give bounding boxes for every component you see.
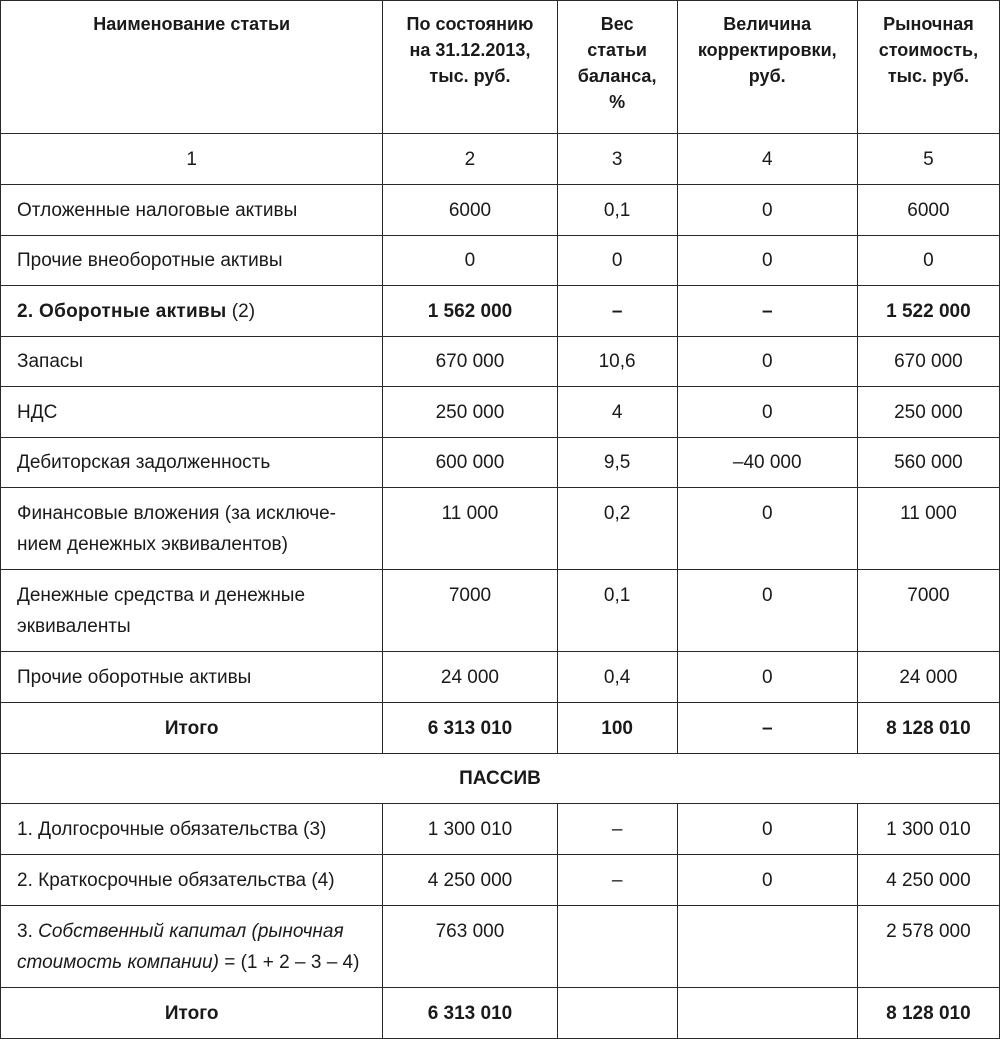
col-number: 4 <box>677 134 857 185</box>
cell-adjustment: 0 <box>677 855 857 906</box>
cell-value: 0 <box>383 236 557 286</box>
cell-weight: 0 <box>557 236 677 286</box>
cell-market: 250 000 <box>857 387 999 438</box>
cell-market: 7000 <box>857 570 999 652</box>
cell-value: 6 313 010 <box>383 703 557 754</box>
cell-adjustment: 0 <box>677 236 857 286</box>
table-row <box>1 236 1000 286</box>
cell-market: 2 578 000 <box>857 906 999 988</box>
total-label: Итого <box>1 988 383 1039</box>
cell-value: 600 000 <box>383 438 557 488</box>
cell-value: 250 000 <box>383 387 557 438</box>
row-label: Финансовые вложения (за исключе- нием денежных эквивалентов) <box>1 488 383 570</box>
row-label: Отложенные налоговые активы <box>1 185 383 236</box>
cell-adjustment: 0 <box>677 804 857 855</box>
cell-weight: 0,2 <box>557 488 677 570</box>
cell-adjustment: – <box>677 286 857 337</box>
cell-adjustment <box>677 906 857 988</box>
cell-weight <box>557 988 677 1039</box>
cell-value: 1 562 000 <box>383 286 557 337</box>
cell-adjustment <box>677 988 857 1039</box>
col-number: 2 <box>383 134 557 185</box>
total-label: Итого <box>1 703 383 754</box>
cell-adjustment: –40 000 <box>677 438 857 488</box>
section-row <box>1 286 1000 337</box>
cell-adjustment: 0 <box>677 185 857 236</box>
total-row <box>1 703 1000 754</box>
row-label: 1. Долгосрочные обязательства (3) <box>1 804 383 855</box>
row-label: 3. Собственный капитал (рыночная стоимость компании) = (1 + 2 – 3 – 4) <box>1 906 383 988</box>
col-number: 3 <box>557 134 677 185</box>
cell-value: 6000 <box>383 185 557 236</box>
header-row <box>1 1 1000 134</box>
row-label: Запасы <box>1 337 383 387</box>
cell-weight: – <box>557 804 677 855</box>
row-label: Дебиторская задолженность <box>1 438 383 488</box>
table-row <box>1 185 1000 236</box>
cell-value: 1 300 010 <box>383 804 557 855</box>
column-number-row <box>1 134 1000 185</box>
row-label: 2. Оборотные активы (2) <box>1 286 383 337</box>
cell-adjustment: 0 <box>677 387 857 438</box>
cell-weight: 4 <box>557 387 677 438</box>
table-row <box>1 387 1000 438</box>
table-row <box>1 488 1000 570</box>
cell-adjustment: 0 <box>677 488 857 570</box>
passive-section-header <box>1 754 1000 804</box>
row-label: Прочие внеоборотные активы <box>1 236 383 286</box>
col-number: 1 <box>1 134 383 185</box>
cell-weight: 0,1 <box>557 570 677 652</box>
row-label: Прочие оборотные активы <box>1 652 383 703</box>
header-market-value: Рыночная стоимость, тыс. руб. <box>857 1 999 134</box>
cell-market: 8 128 010 <box>857 988 999 1039</box>
cell-value: 4 250 000 <box>383 855 557 906</box>
table-row <box>1 438 1000 488</box>
cell-weight: – <box>557 286 677 337</box>
cell-market: 560 000 <box>857 438 999 488</box>
header-weight: Вес статьи баланса, % <box>557 1 677 134</box>
cell-weight: 100 <box>557 703 677 754</box>
passive-title: ПАССИВ <box>1 754 1000 804</box>
header-value-2013: По состоянию на 31.12.2013, тыс. руб. <box>383 1 557 134</box>
table-row <box>1 906 1000 988</box>
cell-value: 7000 <box>383 570 557 652</box>
cell-market: 4 250 000 <box>857 855 999 906</box>
table-row <box>1 804 1000 855</box>
cell-value: 670 000 <box>383 337 557 387</box>
cell-value: 763 000 <box>383 906 557 988</box>
row-label: 2. Краткосрочные обязательства (4) <box>1 855 383 906</box>
cell-weight: – <box>557 855 677 906</box>
table-row <box>1 652 1000 703</box>
cell-market: 6000 <box>857 185 999 236</box>
row-label: НДС <box>1 387 383 438</box>
table-row <box>1 337 1000 387</box>
cell-adjustment: 0 <box>677 652 857 703</box>
cell-market: 1 522 000 <box>857 286 999 337</box>
cell-adjustment: 0 <box>677 570 857 652</box>
cell-market: 1 300 010 <box>857 804 999 855</box>
cell-adjustment: – <box>677 703 857 754</box>
cell-weight <box>557 906 677 988</box>
cell-market: 670 000 <box>857 337 999 387</box>
cell-value: 24 000 <box>383 652 557 703</box>
cell-weight: 9,5 <box>557 438 677 488</box>
cell-weight: 0,4 <box>557 652 677 703</box>
cell-adjustment: 0 <box>677 337 857 387</box>
cell-value: 11 000 <box>383 488 557 570</box>
cell-market: 0 <box>857 236 999 286</box>
total-row <box>1 988 1000 1039</box>
cell-market: 24 000 <box>857 652 999 703</box>
col-number: 5 <box>857 134 999 185</box>
row-label: Денежные средства и денежные эквиваленты <box>1 570 383 652</box>
cell-market: 8 128 010 <box>857 703 999 754</box>
header-item-name: Наименование статьи <box>1 1 383 134</box>
table-row <box>1 855 1000 906</box>
cell-weight: 10,6 <box>557 337 677 387</box>
cell-value: 6 313 010 <box>383 988 557 1039</box>
cell-weight: 0,1 <box>557 185 677 236</box>
table-row <box>1 570 1000 652</box>
cell-market: 11 000 <box>857 488 999 570</box>
header-adjustment: Величина корректировки, руб. <box>677 1 857 134</box>
